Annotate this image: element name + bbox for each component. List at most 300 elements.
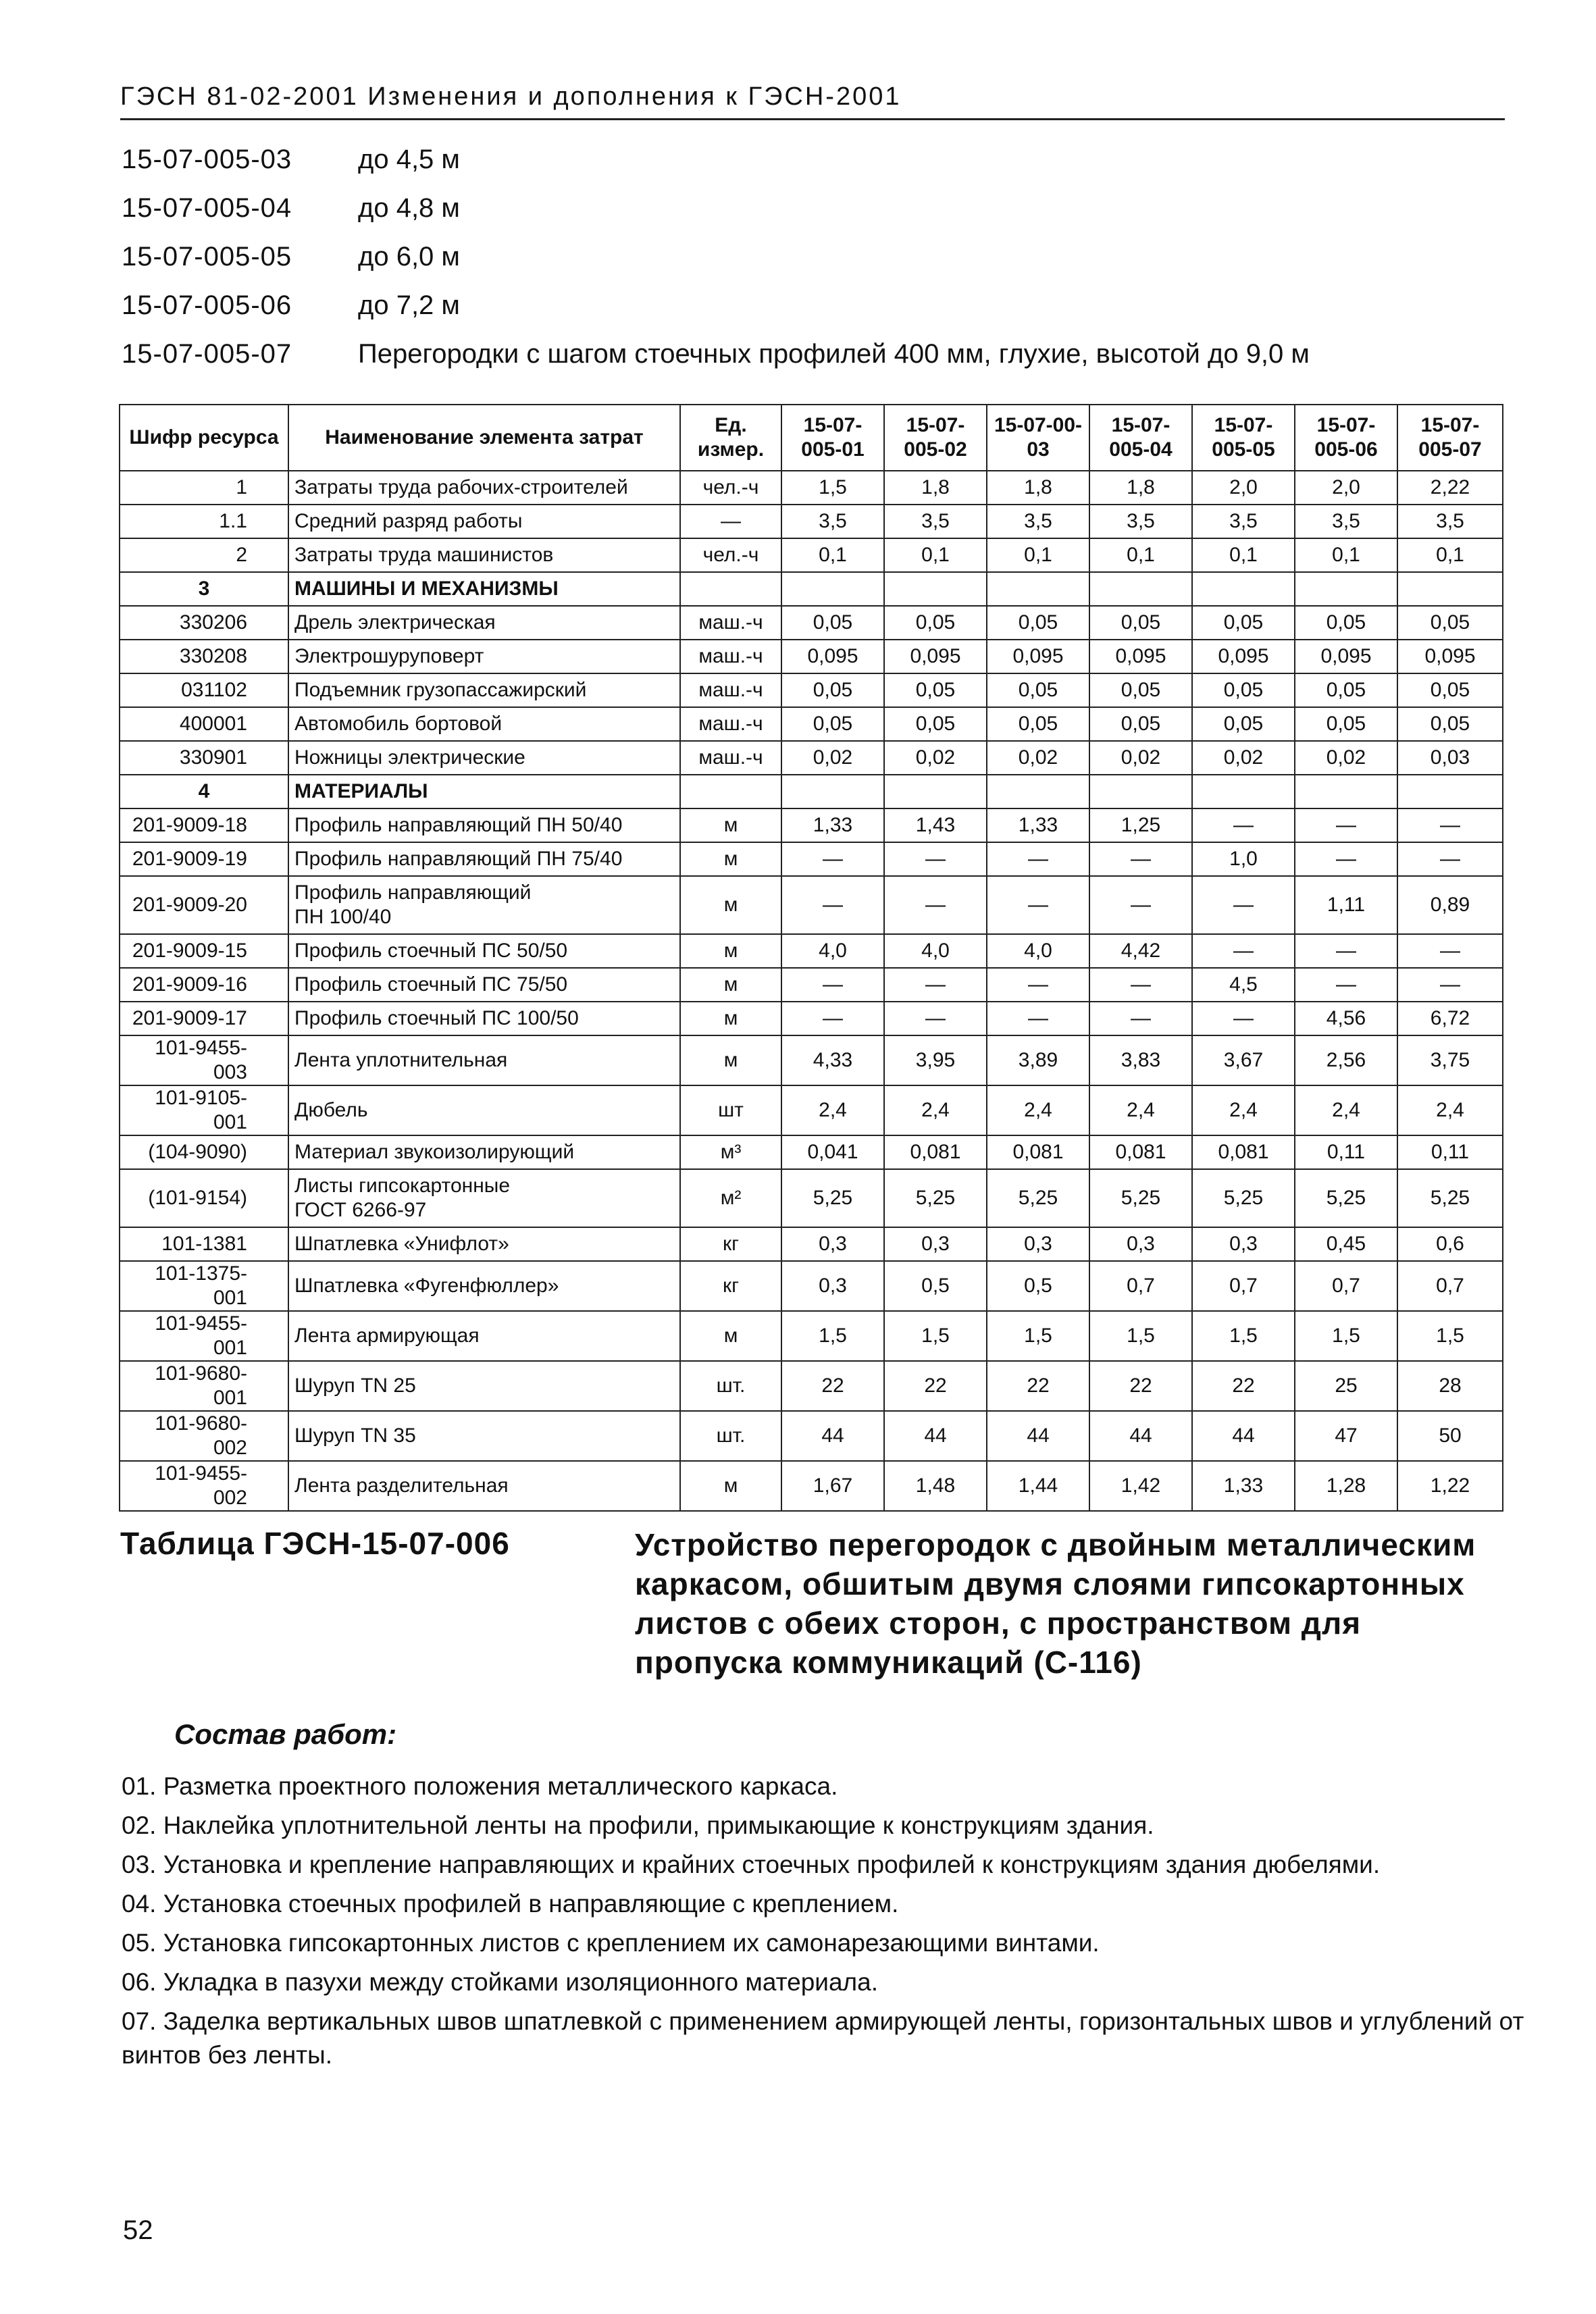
- cell-name: Лента армирующая: [288, 1311, 680, 1361]
- cell-code: 400001: [120, 707, 288, 741]
- table-row: [120, 842, 1503, 876]
- cell-value: —: [781, 842, 884, 876]
- cell-value: 0,3: [781, 1261, 884, 1311]
- code-line: [122, 281, 1526, 330]
- code-line: [122, 184, 1526, 232]
- cell-value: 2,4: [1397, 1085, 1503, 1135]
- cell-unit: маш.-ч: [680, 606, 781, 640]
- cell-value: 0,02: [987, 741, 1089, 775]
- cell-value: 0,05: [987, 606, 1089, 640]
- cell-name: Шпатлевка «Фугенфюллер»: [288, 1261, 680, 1311]
- cell-value: 0,05: [884, 673, 987, 707]
- table-row: [120, 505, 1503, 538]
- table-row: [120, 640, 1503, 673]
- code-line-desc: до 4,5 м: [358, 144, 460, 174]
- cell-value: —: [987, 1002, 1089, 1035]
- cell-unit: м: [680, 876, 781, 934]
- table-body: [120, 471, 1503, 1511]
- table-row: [120, 934, 1503, 968]
- header-col: 15-07-005-02: [884, 405, 987, 471]
- cell-value: 0,3: [1089, 1227, 1192, 1261]
- cell-code: 330208: [120, 640, 288, 673]
- cell-value: 44: [987, 1411, 1089, 1461]
- table-row: [120, 606, 1503, 640]
- cell-value: —: [1295, 842, 1397, 876]
- cell-value: —: [1397, 842, 1503, 876]
- cell-name: МАТЕРИАЛЫ: [288, 775, 680, 808]
- cell-value: 3,67: [1192, 1035, 1295, 1085]
- header-unit: Ед. измер.: [680, 405, 781, 471]
- table-row: [120, 1461, 1503, 1511]
- cell-value: 0,095: [884, 640, 987, 673]
- cell-value: 0,1: [987, 538, 1089, 572]
- cell-code: 201-9009-15: [120, 934, 288, 968]
- cell-unit: кг: [680, 1261, 781, 1311]
- code-line-code: 15-07-005-07: [122, 338, 292, 369]
- table-row: [120, 471, 1503, 505]
- cell-value: 1,0: [1192, 842, 1295, 876]
- cell-value: 0,041: [781, 1135, 884, 1169]
- cell-code: 101-9455-002: [120, 1461, 288, 1511]
- cell-value: 0,05: [781, 707, 884, 741]
- cell-value: —: [884, 842, 987, 876]
- cell-value: 0,1: [1295, 538, 1397, 572]
- cell-code: 201-9009-19: [120, 842, 288, 876]
- cell-name: Профиль направляющий ПН 50/40: [288, 808, 680, 842]
- cell-code: 2: [120, 538, 288, 572]
- cell-unit: чел.-ч: [680, 538, 781, 572]
- cell-value: 1,5: [987, 1311, 1089, 1361]
- cell-value: 0,05: [1295, 606, 1397, 640]
- cell-code: 201-9009-20: [120, 876, 288, 934]
- cell-value: —: [1295, 934, 1397, 968]
- cell-value: [781, 775, 884, 808]
- cell-value: 0,3: [781, 1227, 884, 1261]
- cell-unit: м²: [680, 1169, 781, 1227]
- cell-value: [1295, 572, 1397, 606]
- cell-value: —: [884, 1002, 987, 1035]
- code-line-code: 15-07-005-03: [122, 144, 292, 174]
- cell-value: 2,4: [1192, 1085, 1295, 1135]
- table-row: [120, 1085, 1503, 1135]
- cell-code: (101-9154): [120, 1169, 288, 1227]
- table-row: [120, 1261, 1503, 1311]
- cell-name: Дюбель: [288, 1085, 680, 1135]
- cell-unit: м: [680, 1002, 781, 1035]
- cell-value: 44: [1192, 1411, 1295, 1461]
- cell-value: 44: [781, 1411, 884, 1461]
- cell-value: —: [1397, 934, 1503, 968]
- cell-value: —: [1192, 876, 1295, 934]
- cell-value: 1,5: [781, 1311, 884, 1361]
- cell-value: —: [1295, 968, 1397, 1002]
- header-col: 15-07-005-04: [1089, 405, 1192, 471]
- cell-code: 1.1: [120, 505, 288, 538]
- cell-value: 0,89: [1397, 876, 1503, 934]
- cell-value: 0,05: [1192, 673, 1295, 707]
- cell-unit: м: [680, 968, 781, 1002]
- work-item: 01. Разметка проектного положения металлического каркаса.: [122, 1772, 838, 1800]
- cell-unit: м: [680, 1035, 781, 1085]
- cell-value: 0,7: [1397, 1261, 1503, 1311]
- cell-value: —: [1192, 808, 1295, 842]
- cell-value: 0,05: [1192, 606, 1295, 640]
- cell-code: 201-9009-18: [120, 808, 288, 842]
- cell-value: 5,25: [1089, 1169, 1192, 1227]
- cell-value: 4,0: [884, 934, 987, 968]
- cell-value: 0,5: [987, 1261, 1089, 1311]
- cell-value: 0,1: [1192, 538, 1295, 572]
- table-section-row: [120, 572, 1503, 606]
- code-line: [122, 330, 1526, 378]
- cell-code: 201-9009-17: [120, 1002, 288, 1035]
- cell-value: 3,89: [987, 1035, 1089, 1085]
- code-line-desc: до 6,0 м: [358, 241, 460, 272]
- cell-value: —: [987, 842, 1089, 876]
- cell-value: —: [884, 968, 987, 1002]
- cell-value: 4,5: [1192, 968, 1295, 1002]
- cell-value: 3,5: [781, 505, 884, 538]
- cell-value: 2,4: [1295, 1085, 1397, 1135]
- code-line-desc: Перегородки с шагом стоечных профилей 400 мм, глухие, высотой до 9,0 м: [358, 338, 1310, 369]
- cell-value: 1,44: [987, 1461, 1089, 1511]
- cell-value: 4,33: [781, 1035, 884, 1085]
- cell-value: —: [987, 876, 1089, 934]
- cell-value: 2,4: [1089, 1085, 1192, 1135]
- cell-value: 0,7: [1192, 1261, 1295, 1311]
- table-row: [120, 538, 1503, 572]
- cell-value: 0,02: [884, 741, 987, 775]
- code-line: [122, 135, 1526, 184]
- code-line-desc: до 7,2 м: [358, 290, 460, 320]
- cell-value: 0,05: [1397, 673, 1503, 707]
- cell-value: 0,11: [1397, 1135, 1503, 1169]
- cell-value: —: [781, 1002, 884, 1035]
- cell-name: Профиль стоечный ПС 100/50: [288, 1002, 680, 1035]
- work-item: 05. Установка гипсокартонных листов с креплением их самонарезающими винтами.: [122, 1929, 1100, 1957]
- cell-value: 4,42: [1089, 934, 1192, 968]
- cell-value: 4,0: [781, 934, 884, 968]
- cell-unit: м³: [680, 1135, 781, 1169]
- cell-value: 1,5: [884, 1311, 987, 1361]
- work-item: 02. Наклейка уплотнительной ленты на профили, примыкающие к конструкциям здания.: [122, 1811, 1154, 1839]
- cell-unit: —: [680, 505, 781, 538]
- cell-value: —: [1089, 842, 1192, 876]
- cell-value: 0,05: [781, 673, 884, 707]
- cell-value: 1,5: [1192, 1311, 1295, 1361]
- cell-value: 2,0: [1192, 471, 1295, 505]
- cell-value: [1397, 572, 1503, 606]
- cell-value: 0,095: [1397, 640, 1503, 673]
- cell-name: Подъемник грузопассажирский: [288, 673, 680, 707]
- table-row: [120, 1135, 1503, 1169]
- cell-code: 330901: [120, 741, 288, 775]
- cell-value: 1,33: [1192, 1461, 1295, 1511]
- header-col: 15-07-005-01: [781, 405, 884, 471]
- cell-value: 0,02: [1089, 741, 1192, 775]
- table-row: [120, 1311, 1503, 1361]
- table-row: [120, 707, 1503, 741]
- cell-value: 2,4: [781, 1085, 884, 1135]
- cell-unit: маш.-ч: [680, 640, 781, 673]
- cell-value: —: [1295, 808, 1397, 842]
- cell-value: 5,25: [1295, 1169, 1397, 1227]
- page-header: ГЭСН 81-02-2001 Изменения и дополнения к ГЭСН-2001: [120, 82, 1505, 120]
- cell-value: 25: [1295, 1361, 1397, 1411]
- cell-name: Шуруп TN 35: [288, 1411, 680, 1461]
- cell-value: 1,43: [884, 808, 987, 842]
- cell-code: 330206: [120, 606, 288, 640]
- cell-value: —: [781, 876, 884, 934]
- cell-value: 0,095: [1295, 640, 1397, 673]
- resource-table: [119, 404, 1503, 1512]
- code-line-code: 15-07-005-04: [122, 192, 292, 223]
- cell-name: Профиль направляющий ПН 100/40: [288, 876, 680, 934]
- cell-unit: шт: [680, 1085, 781, 1135]
- cell-name: Профиль стоечный ПС 50/50: [288, 934, 680, 968]
- cell-code: 101-9680-002: [120, 1411, 288, 1461]
- table-row: [120, 1002, 1503, 1035]
- cell-value: 0,1: [1089, 538, 1192, 572]
- cell-value: 44: [884, 1411, 987, 1461]
- cell-unit: [680, 572, 781, 606]
- cell-value: 5,25: [1397, 1169, 1503, 1227]
- cell-value: 0,05: [1397, 606, 1503, 640]
- cell-name: Затраты труда машинистов: [288, 538, 680, 572]
- cell-value: 3,5: [884, 505, 987, 538]
- page-number: 52: [123, 2215, 153, 2245]
- cell-value: 5,25: [1192, 1169, 1295, 1227]
- cell-value: 2,4: [987, 1085, 1089, 1135]
- cell-value: 0,05: [1089, 673, 1192, 707]
- cell-value: 3,5: [987, 505, 1089, 538]
- cell-value: 0,45: [1295, 1227, 1397, 1261]
- code-line-desc: до 4,8 м: [358, 192, 460, 223]
- cell-value: 1,25: [1089, 808, 1192, 842]
- cell-value: 0,05: [1192, 707, 1295, 741]
- cell-value: 5,25: [987, 1169, 1089, 1227]
- cell-value: 22: [781, 1361, 884, 1411]
- cell-value: 2,56: [1295, 1035, 1397, 1085]
- cell-name: Листы гипсокартонные ГОСТ 6266-97: [288, 1169, 680, 1227]
- cell-value: 28: [1397, 1361, 1503, 1411]
- cell-value: [1089, 572, 1192, 606]
- cell-name: Профиль стоечный ПС 75/50: [288, 968, 680, 1002]
- code-line: [122, 232, 1526, 281]
- cell-name: Средний разряд работы: [288, 505, 680, 538]
- cell-unit: м: [680, 842, 781, 876]
- cell-unit: [680, 775, 781, 808]
- cell-value: 47: [1295, 1411, 1397, 1461]
- cell-value: 1,5: [1089, 1311, 1192, 1361]
- cell-value: 1,5: [1397, 1311, 1503, 1361]
- cell-name: Автомобиль бортовой: [288, 707, 680, 741]
- cell-name: Дрель электрическая: [288, 606, 680, 640]
- cell-unit: шт.: [680, 1411, 781, 1461]
- cell-value: 0,095: [781, 640, 884, 673]
- table-row: [120, 1411, 1503, 1461]
- cell-code: 101-9105-001: [120, 1085, 288, 1135]
- cell-code: 201-9009-16: [120, 968, 288, 1002]
- code-line-code: 15-07-005-05: [122, 241, 292, 272]
- header-col: 15-07-005-06: [1295, 405, 1397, 471]
- table-row: [120, 1227, 1503, 1261]
- cell-value: 0,095: [1192, 640, 1295, 673]
- cell-value: 0,1: [884, 538, 987, 572]
- cell-value: 6,72: [1397, 1002, 1503, 1035]
- cell-value: 1,5: [1295, 1311, 1397, 1361]
- table-row: [120, 741, 1503, 775]
- cell-value: 0,3: [987, 1227, 1089, 1261]
- cell-value: 3,5: [1295, 505, 1397, 538]
- cell-value: 22: [987, 1361, 1089, 1411]
- cell-value: 0,05: [1295, 673, 1397, 707]
- cell-value: [1295, 775, 1397, 808]
- cell-name: Материал звукоизолирующий: [288, 1135, 680, 1169]
- cell-unit: м: [680, 1311, 781, 1361]
- cell-value: 4,0: [987, 934, 1089, 968]
- cell-value: 0,03: [1397, 741, 1503, 775]
- cell-value: 0,6: [1397, 1227, 1503, 1261]
- table-title: Таблица ГЭСН-15-07-006: [120, 1526, 510, 1561]
- cell-value: 0,081: [987, 1135, 1089, 1169]
- cell-value: 0,1: [1397, 538, 1503, 572]
- cell-unit: кг: [680, 1227, 781, 1261]
- cell-value: 0,095: [1089, 640, 1192, 673]
- cell-value: [884, 775, 987, 808]
- cell-value: —: [1089, 876, 1192, 934]
- table-row: [120, 808, 1503, 842]
- cell-name: Лента разделительная: [288, 1461, 680, 1511]
- cell-value: [1397, 775, 1503, 808]
- cell-value: 1,67: [781, 1461, 884, 1511]
- table-row: [120, 673, 1503, 707]
- cell-code: 101-9455-001: [120, 1311, 288, 1361]
- table-row: [120, 1035, 1503, 1085]
- cell-code: 3: [120, 572, 288, 606]
- cell-value: 0,081: [1089, 1135, 1192, 1169]
- cell-unit: м: [680, 934, 781, 968]
- cell-value: 1,42: [1089, 1461, 1192, 1511]
- cell-value: 0,081: [884, 1135, 987, 1169]
- works-list: [122, 1770, 1526, 2078]
- cell-value: 0,095: [987, 640, 1089, 673]
- cell-value: 0,11: [1295, 1135, 1397, 1169]
- cell-value: 0,7: [1089, 1261, 1192, 1311]
- cell-value: 1,33: [987, 808, 1089, 842]
- cell-value: 1,48: [884, 1461, 987, 1511]
- cell-value: 0,3: [884, 1227, 987, 1261]
- cell-value: —: [1397, 808, 1503, 842]
- cell-value: 3,83: [1089, 1035, 1192, 1085]
- cell-value: 0,05: [1089, 606, 1192, 640]
- cell-value: 0,05: [987, 707, 1089, 741]
- cell-value: 2,0: [1295, 471, 1397, 505]
- work-item: 07. Заделка вертикальных швов шпатлевкой с применением армирующей ленты, горизонтальных швов и углублений от винтов без ленты.: [122, 2007, 1524, 2069]
- header-col: 15-07-005-07: [1397, 405, 1503, 471]
- table-row: [120, 876, 1503, 934]
- cell-unit: маш.-ч: [680, 707, 781, 741]
- cell-value: 50: [1397, 1411, 1503, 1461]
- cell-value: [781, 572, 884, 606]
- cell-value: 1,8: [987, 471, 1089, 505]
- cell-name: Ножницы электрические: [288, 741, 680, 775]
- cell-value: 3,95: [884, 1035, 987, 1085]
- cell-value: —: [884, 876, 987, 934]
- cell-value: 3,75: [1397, 1035, 1503, 1085]
- cell-value: [884, 572, 987, 606]
- header-col: 15-07-00-03: [987, 405, 1089, 471]
- header-col: 15-07-005-05: [1192, 405, 1295, 471]
- cell-value: 0,02: [781, 741, 884, 775]
- cell-value: 22: [1192, 1361, 1295, 1411]
- cell-value: 4,56: [1295, 1002, 1397, 1035]
- table-row: [120, 1361, 1503, 1411]
- cell-value: 44: [1089, 1411, 1192, 1461]
- cell-unit: м: [680, 1461, 781, 1511]
- cell-value: 0,1: [781, 538, 884, 572]
- cell-name: Затраты труда рабочих-строителей: [288, 471, 680, 505]
- work-item: 03. Установка и крепление направляющих и крайних стоечных профилей к конструкциям здания дюбелями.: [122, 1851, 1381, 1878]
- cell-unit: м: [680, 808, 781, 842]
- cell-code: 101-9680-001: [120, 1361, 288, 1411]
- cell-value: 5,25: [781, 1169, 884, 1227]
- cell-value: [1089, 775, 1192, 808]
- cell-value: —: [1192, 1002, 1295, 1035]
- cell-code: 101-1381: [120, 1227, 288, 1261]
- header-code: Шифр ресурса: [120, 405, 288, 471]
- cell-code: 1: [120, 471, 288, 505]
- table-row: [120, 1169, 1503, 1227]
- table-section-row: [120, 775, 1503, 808]
- cell-value: 0,3: [1192, 1227, 1295, 1261]
- work-item: 04. Установка стоечных профилей в направляющие с креплением.: [122, 1890, 899, 1918]
- cell-value: 1,8: [884, 471, 987, 505]
- cell-value: 3,5: [1192, 505, 1295, 538]
- cell-code: 031102: [120, 673, 288, 707]
- cell-value: —: [1397, 968, 1503, 1002]
- cell-code: 101-1375-001: [120, 1261, 288, 1311]
- cell-unit: маш.-ч: [680, 741, 781, 775]
- table-description: Устройство перегородок с двойным металлическим каркасом, обшитым двумя слоями гипсокартонных листов с обеих сторон, с пространством для пропуска коммуникаций (С-116): [635, 1527, 1476, 1680]
- cell-name: Лента уплотнительная: [288, 1035, 680, 1085]
- cell-value: 2,22: [1397, 471, 1503, 505]
- cell-value: 0,02: [1295, 741, 1397, 775]
- cell-value: 0,05: [987, 673, 1089, 707]
- cell-value: 0,05: [781, 606, 884, 640]
- cell-value: 0,05: [1089, 707, 1192, 741]
- cell-value: 2,4: [884, 1085, 987, 1135]
- cell-value: —: [987, 968, 1089, 1002]
- cell-value: 0,05: [884, 707, 987, 741]
- cell-name: МАШИНЫ И МЕХАНИЗМЫ: [288, 572, 680, 606]
- cell-name: Шпатлевка «Унифлот»: [288, 1227, 680, 1261]
- cell-value: 0,05: [884, 606, 987, 640]
- cell-value: [1192, 572, 1295, 606]
- cell-value: 1,33: [781, 808, 884, 842]
- header-name: Наименование элемента затрат: [288, 405, 680, 471]
- work-item: 06. Укладка в пазухи между стойками изоляционного материала.: [122, 1968, 878, 1996]
- cell-value: 0,7: [1295, 1261, 1397, 1311]
- cell-value: 0,081: [1192, 1135, 1295, 1169]
- cell-value: —: [1089, 1002, 1192, 1035]
- cell-value: —: [1192, 934, 1295, 968]
- cell-value: 1,28: [1295, 1461, 1397, 1511]
- cell-value: 22: [884, 1361, 987, 1411]
- cell-value: 1,11: [1295, 876, 1397, 934]
- cell-value: 22: [1089, 1361, 1192, 1411]
- cell-code: 4: [120, 775, 288, 808]
